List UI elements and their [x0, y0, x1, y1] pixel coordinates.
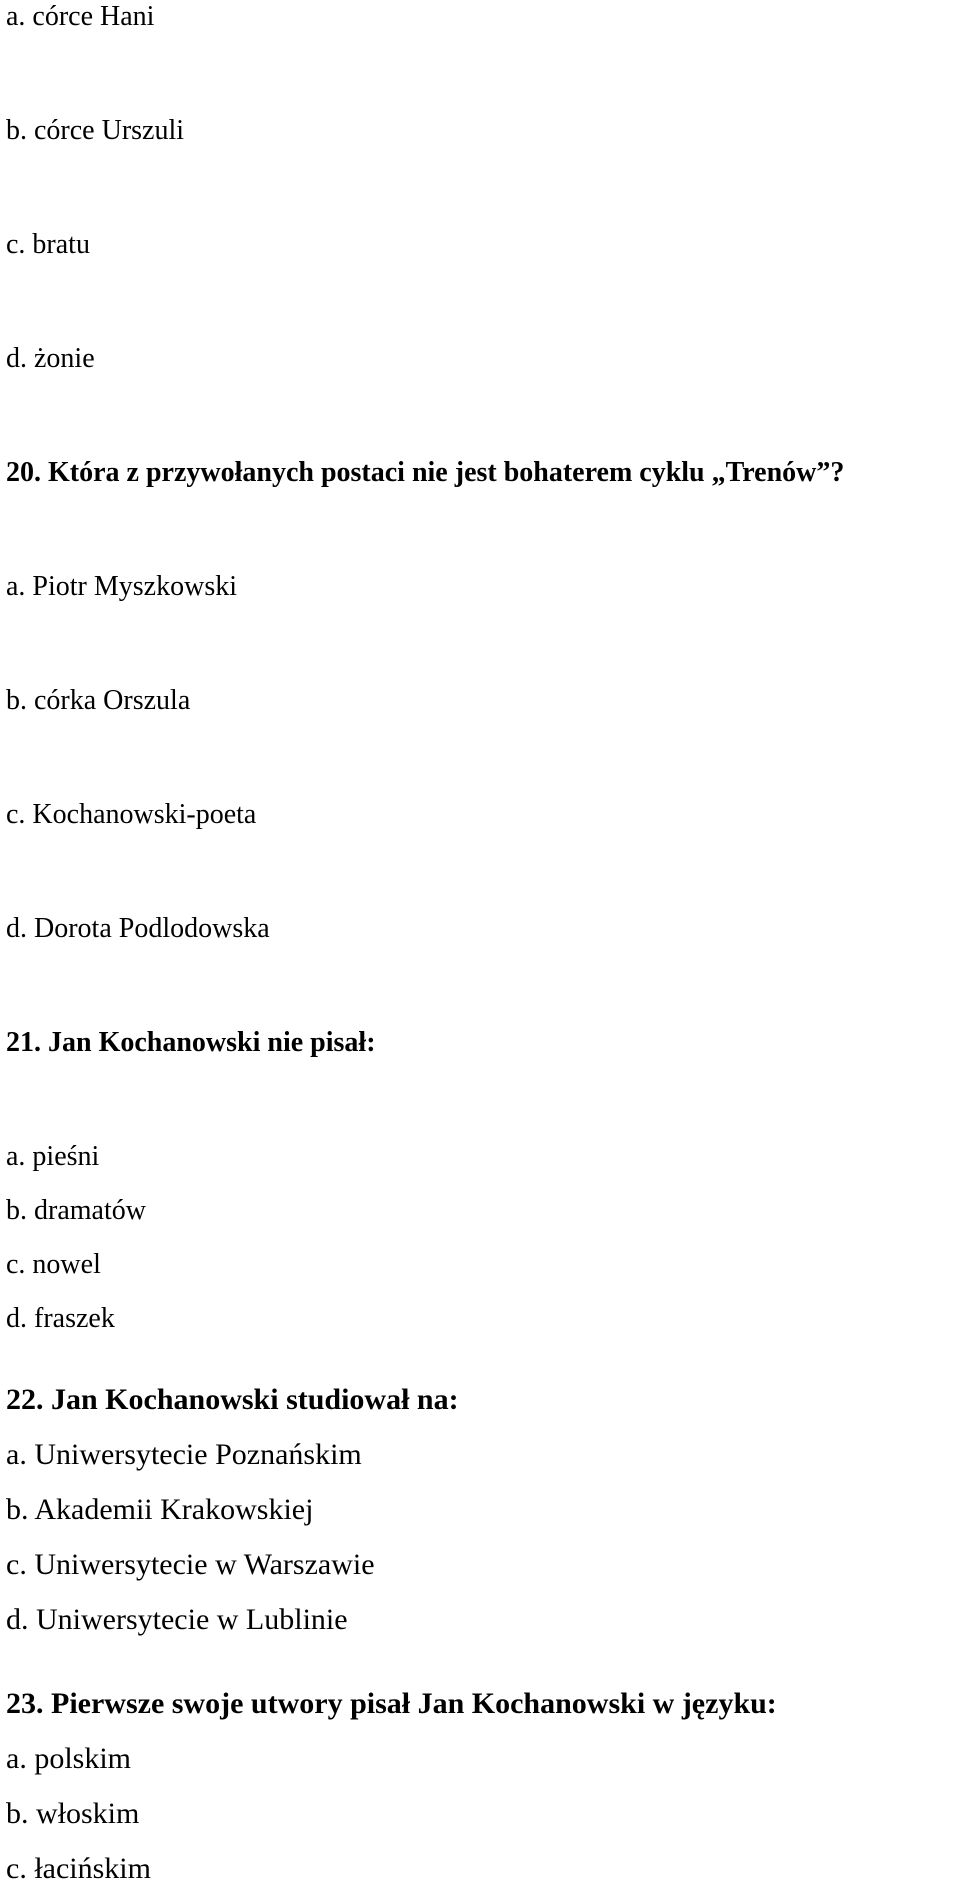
q23-option-c: c. łacińskim [6, 1852, 151, 1885]
question-23: 23. Pierwsze swoje utwory pisał Jan Kochanowski w języku: [6, 1687, 777, 1720]
q20-option-b: b. córka Orszula [6, 685, 191, 716]
question-20: 20. Która z przywołanych postaci nie jest bohaterem cyklu „Trenów”? [6, 457, 845, 488]
q23-option-a: a. polskim [6, 1742, 131, 1775]
question-22: 22. Jan Kochanowski studiował na: [6, 1383, 459, 1416]
q21-option-a: a. pieśni [6, 1141, 100, 1172]
option-a-corce-hani: a. córce Hani [6, 1, 155, 32]
q23-option-b: b. włoskim [6, 1797, 140, 1830]
q20-option-a: a. Piotr Myszkowski [6, 571, 237, 602]
option-d-zonie: d. żonie [6, 343, 95, 374]
q22-option-b: b. Akademii Krakowskiej [6, 1493, 314, 1526]
q21-option-c: c. nowel [6, 1249, 101, 1280]
q21-option-b: b. dramatów [6, 1195, 146, 1226]
q20-option-c: c. Kochanowski-poeta [6, 799, 257, 830]
q21-option-d: d. fraszek [6, 1303, 115, 1334]
question-21: 21. Jan Kochanowski nie pisał: [6, 1027, 376, 1058]
q20-option-d: d. Dorota Podlodowska [6, 913, 270, 944]
q22-option-a: a. Uniwersytecie Poznańskim [6, 1438, 362, 1471]
q22-option-c: c. Uniwersytecie w Warszawie [6, 1548, 375, 1581]
option-b-corce-urszuli: b. córce Urszuli [6, 115, 185, 146]
option-c-bratu: c. bratu [6, 229, 90, 260]
q22-option-d: d. Uniwersytecie w Lublinie [6, 1603, 348, 1636]
